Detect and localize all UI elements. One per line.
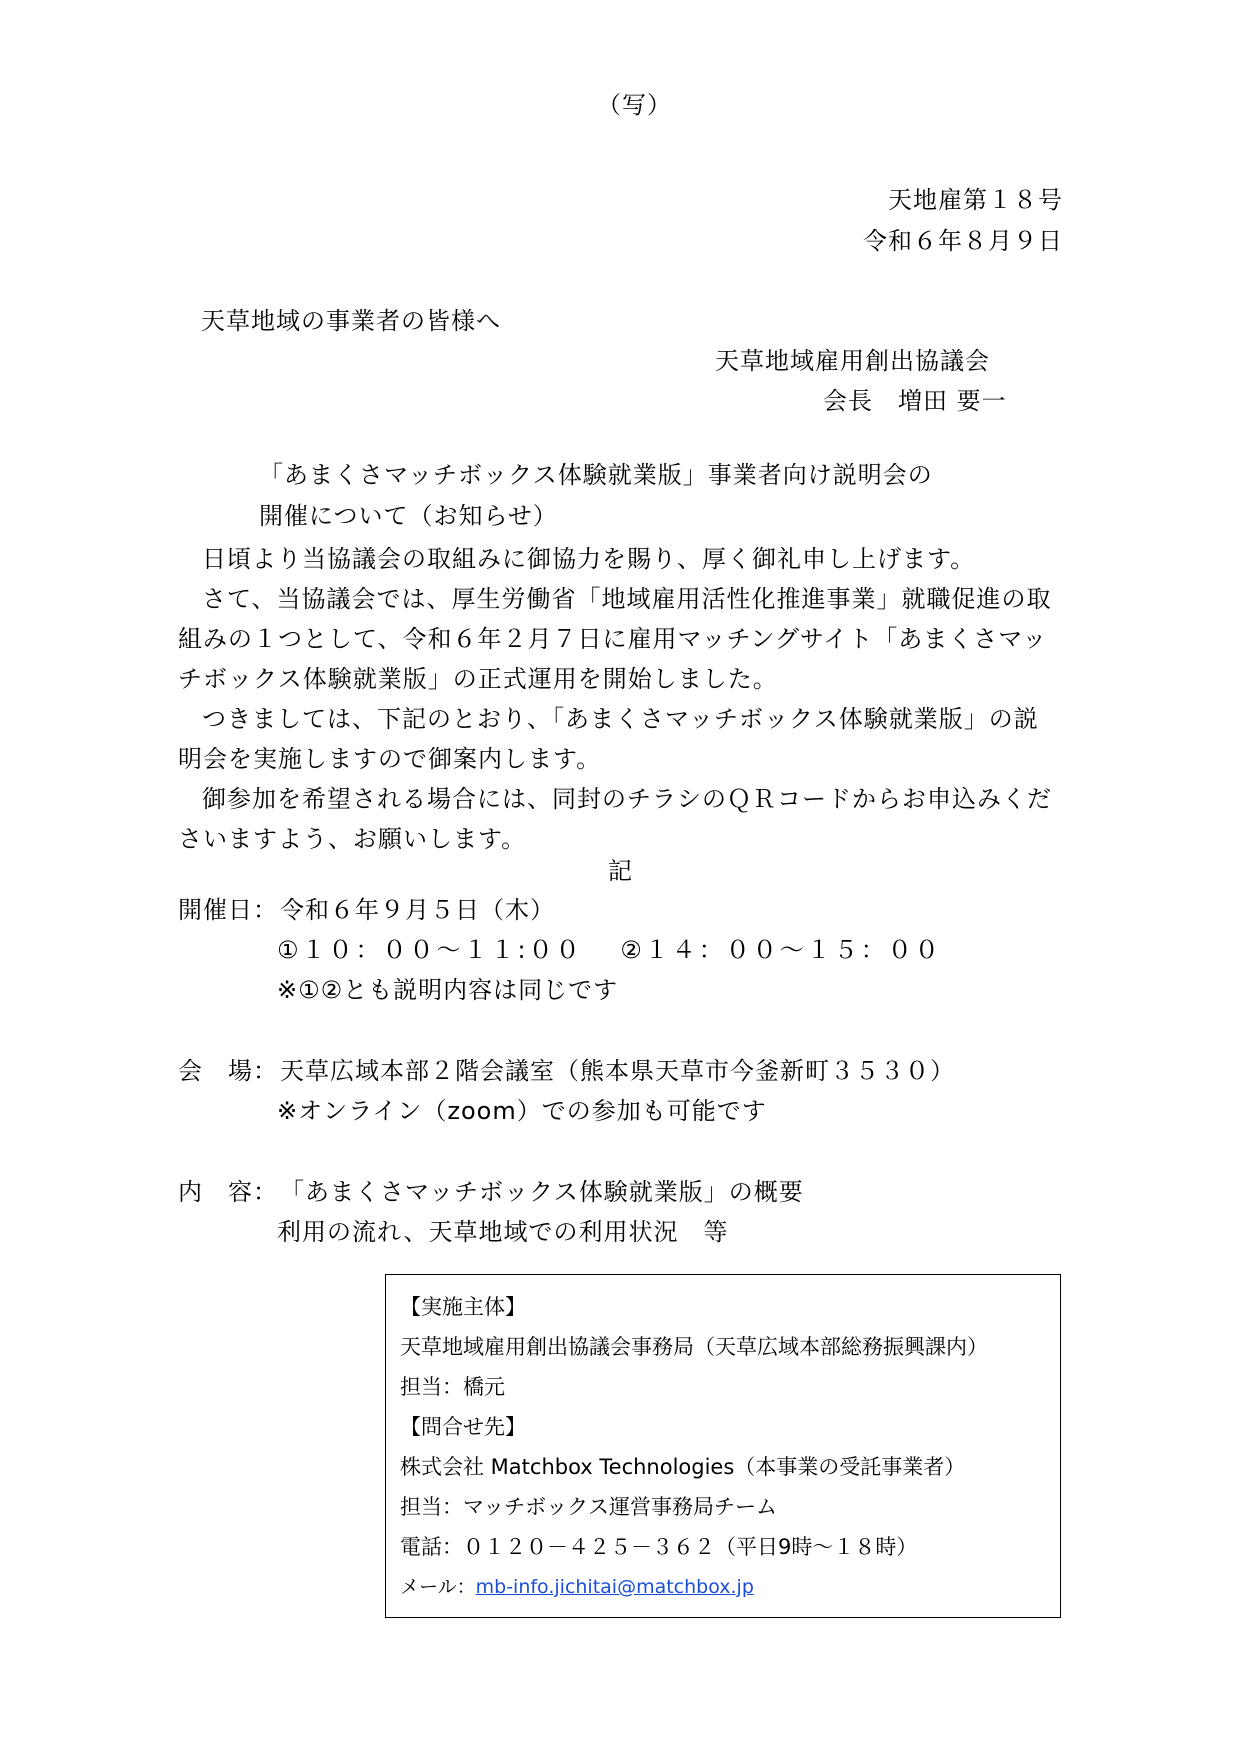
mail-label: メール： (400, 1576, 476, 1598)
organizer-name: 天草地域雇用創出協議会事務局（天草広域本部総務振興課内） (400, 1335, 988, 1359)
body-text (178, 539, 1063, 859)
venue-value: 天草広域本部２階会議室（熊本県天草市今釜新町３５３０） (280, 1057, 955, 1085)
mail-row (400, 1567, 1060, 1607)
ki-heading: 記 (608, 857, 633, 885)
recipient: 天草地域の事業者の皆様へ (201, 307, 501, 335)
date-label: 開催日： (178, 896, 278, 924)
copy-mark: （写） (597, 91, 672, 119)
time-note: ※①②とも説明内容は同じです (277, 976, 619, 1004)
body-paragraph-greeting: 日頃より当協議会の取組みに御協力を賜り、厚く御礼申し上げます。 (202, 545, 976, 573)
document-date: 令和６年８月９日 (863, 227, 1063, 255)
document-title-line-2: 開催について（お知らせ） (259, 502, 558, 530)
mail-address-link[interactable]: mb-info.jichitai@matchbox.jp (475, 1576, 754, 1598)
body-paragraph-application: 御参加を希望される場合には、同封のチラシのＱＲコードからお申込みくださいますよう、お願いします。 (178, 785, 1052, 853)
contact-box (385, 1274, 1061, 1618)
sender-name: 会長 増田 要一 (823, 387, 1007, 415)
content-label: 内 容： (178, 1178, 278, 1206)
venue-note: ※オンライン（zoom）での参加も可能です (277, 1097, 767, 1125)
document-number: 天地雇第１８号 (888, 186, 1063, 214)
date-value: 令和６年９月５日（木） (280, 896, 555, 924)
content-value: 「あまくさマッチボックス体験就業版」の概要 (280, 1178, 804, 1206)
venue-label: 会 場： (178, 1057, 278, 1085)
body-paragraph-background: さて、当協議会では、厚生労働省「地域雇用活性化推進事業」就職促進の取組みの１つとして、令和６年２月７日に雇用マッチングサイト「あまくさマッチボックス体験就業版」の正式運用を開始しました。 (178, 585, 1052, 693)
organizer-staff: 担当：橋元 (400, 1375, 505, 1399)
organizer-heading: 【実施主体】 (400, 1295, 526, 1319)
phone-number: 電話：０１２０－４２５－３６２（平日9時～１８時） (400, 1535, 918, 1559)
content-value-detail: 利用の流れ、天草地域での利用状況 等 (277, 1218, 729, 1246)
company-staff: 担当：マッチボックス運営事務局チーム (400, 1495, 777, 1519)
sender-organization: 天草地域雇用創出協議会 (715, 347, 990, 375)
company-name: 株式会社 Matchbox Technologies（本事業の受託事業者） (400, 1455, 966, 1479)
document-title-line-1: 「あまくさマッチボックス体験就業版」事業者向け説明会の (259, 461, 933, 489)
inquiry-heading: 【問合せ先】 (400, 1415, 526, 1439)
body-paragraph-announcement: つきましては、下記のとおり、「あまくさマッチボックス体験就業版」の説明会を実施しますので御案内します。 (178, 705, 1039, 773)
time-slots: ①１０：００～１１:００ ②１４：００～１５：００ (277, 936, 942, 964)
